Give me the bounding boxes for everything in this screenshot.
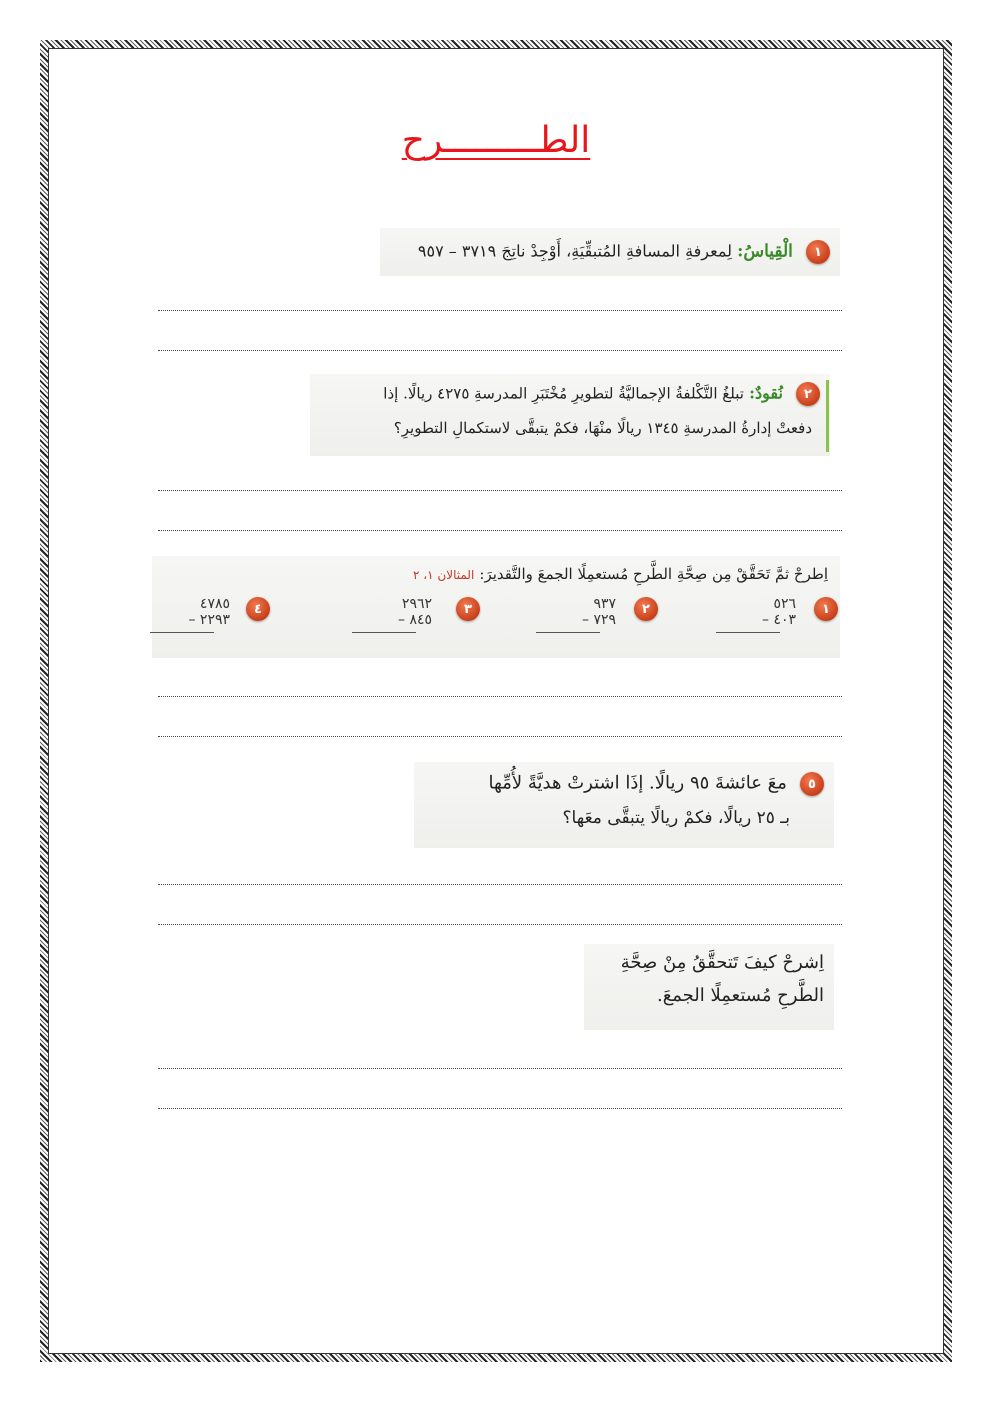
question-explain: [584, 944, 834, 1030]
green-edge: [826, 380, 829, 452]
problem-subtrahend: ٤٠٣ –: [761, 612, 796, 628]
question-5: [414, 762, 834, 848]
problem-4: [150, 596, 230, 633]
page-title: الطـــــــــرح: [401, 120, 591, 161]
problem-number-badge: ٤: [246, 597, 270, 621]
answer-line[interactable]: [158, 884, 842, 885]
problem-number-badge: ١: [814, 597, 838, 621]
problem-minuend: ٤٧٨٥: [199, 596, 230, 612]
question-number-badge: ٢: [796, 382, 820, 406]
question-text-line-2: دفعتْ إدارةُ المدرسةِ ١٣٤٥ ريالًا منْهَا، فكمْ يتبقَّى لاستكمالِ التطويرِ؟: [393, 419, 812, 437]
problem-number-badge: ٣: [456, 597, 480, 621]
answer-line[interactable]: [158, 696, 842, 697]
question-1: [380, 228, 840, 276]
problem-result-line: [150, 632, 214, 633]
reference-examples: المثالان ١، ٢: [413, 568, 475, 582]
problem-result-line: [536, 632, 600, 633]
question-text-line-1: معَ عائشةَ ٩٥ ريالًا. إذَا اشترتْ هديَّةً لأُمِّها: [488, 772, 787, 794]
problem-subtrahend: ٨٤٥ –: [397, 612, 432, 628]
question-2: [310, 374, 830, 456]
question-text-line-1: اِشرحْ كيفَ تَتحقَّقُ مِنْ صِحَّةِ: [620, 952, 824, 973]
problem-minuend: ٢٩٦٢: [401, 596, 432, 612]
problem-number-badge: ٢: [634, 597, 658, 621]
problem-subtrahend: ٢٢٩٣ –: [188, 612, 230, 628]
answer-line[interactable]: [158, 1108, 842, 1109]
answer-line[interactable]: [158, 1068, 842, 1069]
answer-line[interactable]: [158, 924, 842, 925]
question-text-line-2: بـ ٢٥ ريالًا، فكمْ ريالًا يتبقَّى معَها؟: [562, 808, 790, 828]
answer-line[interactable]: [158, 350, 842, 351]
question-number-badge: ٥: [800, 772, 824, 796]
question-keyword: نُقودٌ:: [749, 383, 783, 403]
answer-line[interactable]: [158, 530, 842, 531]
problem-subtrahend: ٧٢٩ –: [581, 612, 616, 628]
answer-line[interactable]: [158, 490, 842, 491]
problem-result-line: [352, 632, 416, 633]
problem-minuend: ٥٢٦: [773, 596, 796, 612]
problem-result-line: [716, 632, 780, 633]
question-text-line-2: الطَّرحِ مُستعمِلًا الجمعَ.: [656, 985, 824, 1006]
question-text: لِمعرفةِ المسافةِ المُتبقِّيَةِ، أَوْجِدْ ناتِجَ ٣٧١٩ – ٩٥٧: [417, 241, 732, 261]
problem-3: [352, 596, 432, 633]
answer-line[interactable]: [158, 310, 842, 311]
answer-line[interactable]: [158, 736, 842, 737]
question-text-line-1: تبلغُ التَّكْلفةُ الإجماليَّةُ لتطويرِ مُخْتَبَرِ المدرسةِ ٤٢٧٥ ريالًا. إذا: [383, 384, 744, 403]
instruction-text: اِطرحْ ثمَّ تَحَقَّقْ مِن صِحَّةِ الطَّرحِ مُستعمِلًا الجمعَ والتَّقديرَ:: [479, 565, 828, 583]
question-number-badge: ١: [806, 240, 830, 264]
question-keyword: الْقِياسُ:: [737, 241, 793, 262]
problem-minuend: ٩٣٧: [593, 596, 616, 612]
problem-1: [716, 596, 796, 633]
page-title-wrap: [0, 120, 992, 161]
problem-2: [536, 596, 616, 633]
